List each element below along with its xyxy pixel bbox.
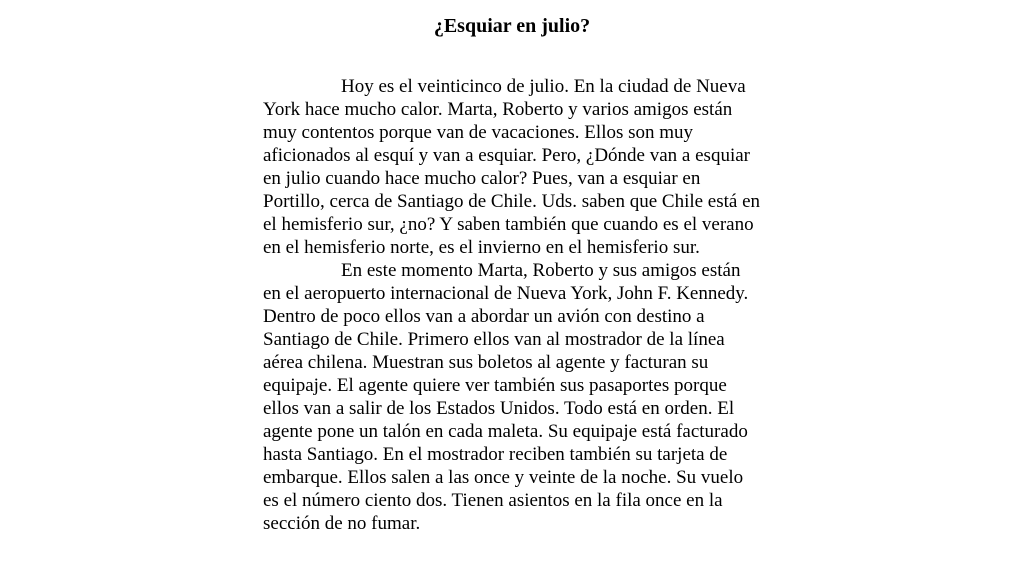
paragraph-2: En este momento Marta, Roberto y sus amigos están en el aeropuerto internacional de Nueva York, John F. Kennedy. Dentro de poco ellos van a abordar un avión con destino a Santiago de Chile. Primero ellos van al mostrador de la línea aérea chilena. Muestran sus boletos al agente y facturan su equipaje. El agente quiere ver también sus pasaportes porque ellos van a salir de los Estados Unidos. Todo está en orden. El agente pone un talón en cada maleta. Su equipaje está facturado hasta Santiago. En el mostrador reciben también su tarjeta de embarque. Ellos salen a las once y veinte de la noche. Su vuelo es el número ciento dos. Tienen asientos en la fila once en la sección de no fumar. [263,260,749,534]
paragraph-1: Hoy es el veinticinco de julio. En la ciudad de Nueva York hace mucho calor. Marta, Roberto y varios amigos están muy contentos porque van de vacaciones. Ellos son muy aficionados al esquí y van a esquiar. Pero, ¿Dónde van a esquiar en julio cuando hace mucho calor? Pues, van a esquiar en Portillo, cerca de Santiago de Chile. Uds. saben que Chile está en el hemisferio sur, ¿no? Y saben también que cuando es el verano en el hemisferio norte, es el invierno en el hemisferio sur. [263,76,761,258]
body-text [263,75,763,535]
page-title: ¿Esquiar en julio? [433,15,591,37]
